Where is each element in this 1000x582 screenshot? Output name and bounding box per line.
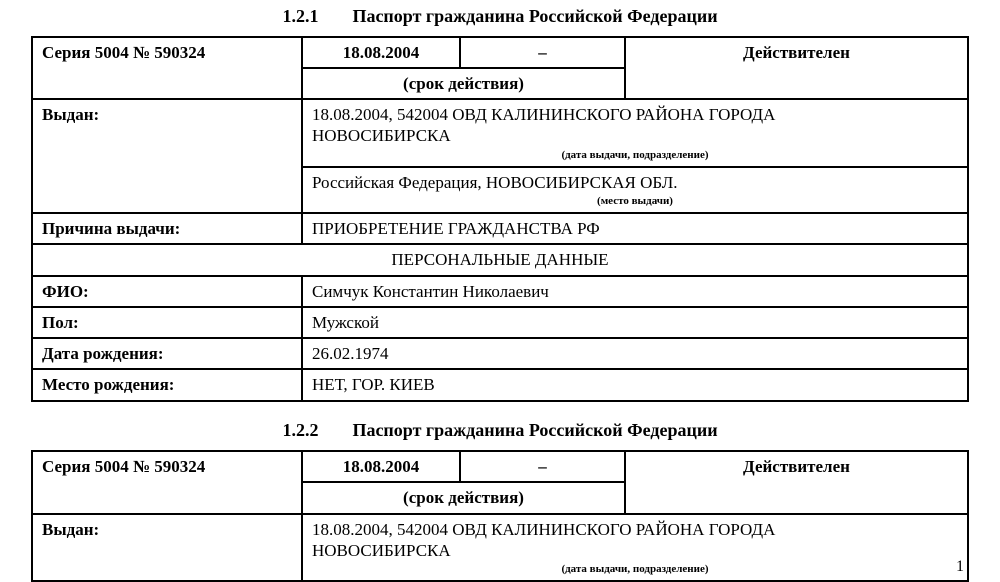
table-row [32, 307, 968, 338]
issued-caption: (дата выдачи, подразделение) [561, 148, 709, 161]
status-cell: Действителен [625, 451, 968, 514]
series-cell: Серия 5004 № 590324 [32, 451, 302, 514]
table-row [32, 276, 968, 307]
birth-place-label-cell: Место рождения: [32, 369, 302, 400]
section-title: Паспорт гражданина Российской Федерации [352, 419, 718, 440]
issued-label-cell: Выдан: [32, 99, 302, 213]
issue-place-caption: (место выдачи) [597, 194, 673, 207]
gender-value-cell: Мужской [302, 307, 968, 338]
birth-date-value-cell: 26.02.1974 [302, 338, 968, 369]
birth-place-value-cell: НЕТ, ГОР. КИЕВ [302, 369, 968, 400]
validity-caption-cell: (срок действия) [302, 68, 625, 99]
table-row [32, 244, 968, 275]
fio-value-cell: Симчук Константин Николаевич [302, 276, 968, 307]
issue-place-cell [302, 167, 968, 213]
table-row [32, 213, 968, 244]
section-number: 1.2.2 [282, 419, 319, 440]
issued-value: 18.08.2004, 542004 ОВД КАЛИНИНСКОГО РАЙОНА ГОРОДА НОВОСИБИРСКА [312, 105, 776, 146]
table-row [32, 514, 968, 582]
issued-value-cell [302, 99, 968, 167]
page-number: 1 [956, 558, 964, 575]
expiry-cell: – [460, 451, 625, 482]
table-row [32, 451, 968, 482]
section-title: Паспорт гражданина Российской Федерации [352, 6, 718, 26]
table-row [32, 338, 968, 369]
issued-value-cell [302, 514, 968, 582]
passport-table-2 [31, 450, 969, 582]
validity-caption-cell: (срок действия) [302, 482, 625, 513]
issue-date-cell: 18.08.2004 [302, 451, 460, 482]
section-heading-1 [0, 5, 1000, 28]
personal-data-header-cell: ПЕРСОНАЛЬНЫЕ ДАННЫЕ [32, 244, 968, 275]
passport-table-1 [31, 36, 969, 402]
fio-label-cell: ФИО: [32, 276, 302, 307]
gender-label-cell: Пол: [32, 307, 302, 338]
issued-caption: (дата выдачи, подразделение) [561, 563, 709, 576]
section-heading-2 [0, 419, 1000, 442]
table-row [32, 99, 968, 167]
table-row [32, 369, 968, 400]
reason-value-cell: ПРИОБРЕТЕНИЕ ГРАЖДАНСТВА РФ [302, 213, 968, 244]
status-cell: Действителен [625, 37, 968, 100]
series-cell: Серия 5004 № 590324 [32, 37, 302, 100]
issue-date-cell: 18.08.2004 [302, 37, 460, 68]
table-row [32, 37, 968, 68]
issued-value: 18.08.2004, 542004 ОВД КАЛИНИНСКОГО РАЙОНА ГОРОДА НОВОСИБИРСКА [312, 519, 776, 560]
expiry-cell: – [460, 37, 625, 68]
issued-label-cell: Выдан: [32, 514, 302, 582]
birth-date-label-cell: Дата рождения: [32, 338, 302, 369]
reason-label-cell: Причина выдачи: [32, 213, 302, 244]
issue-place-value: Российская Федерация, НОВОСИБИРСКАЯ ОБЛ. [312, 172, 678, 192]
section-number: 1.2.1 [282, 6, 319, 26]
